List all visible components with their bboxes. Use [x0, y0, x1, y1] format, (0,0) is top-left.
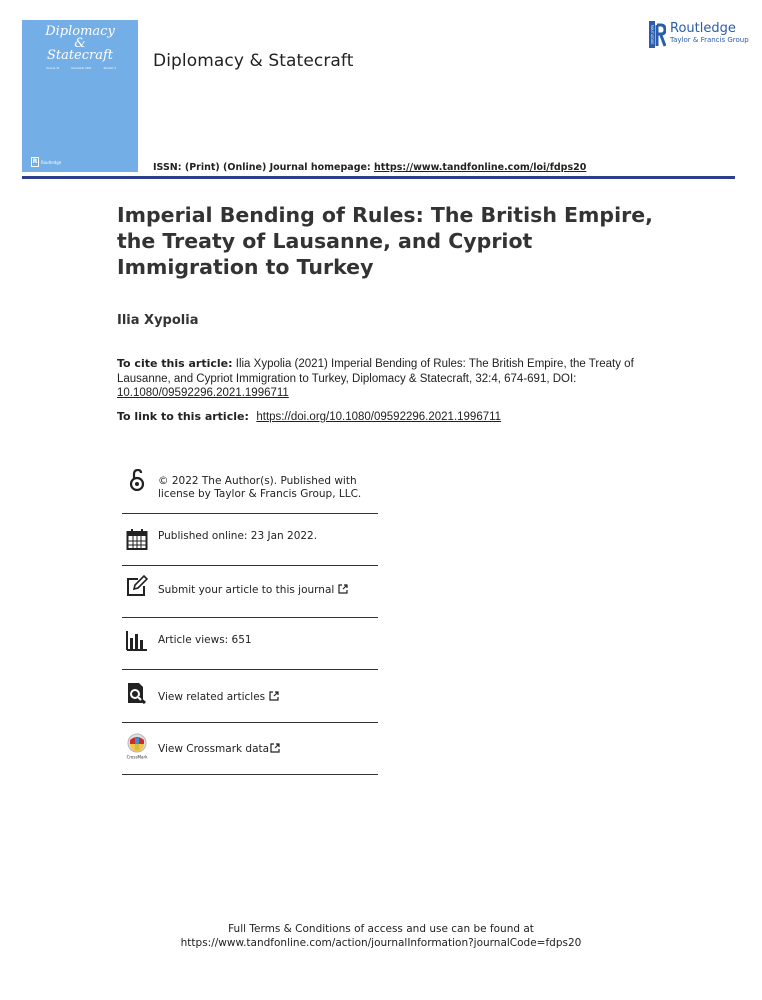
- license-text: © 2022 The Author(s). Published with license by Taylor & Francis Group, LLC.: [158, 475, 362, 500]
- crossmark-row[interactable]: [122, 723, 378, 775]
- journal-homepage-link[interactable]: https://www.tandfonline.com/loi/fdps20: [374, 162, 587, 173]
- license-row: [122, 462, 378, 514]
- cover-title-line: Diplomacy: [45, 24, 115, 39]
- open-access-lock-icon: [126, 469, 148, 491]
- issn-label: ISSN: (Print) (Online) Journal homepage:: [153, 162, 371, 173]
- header-divider: [22, 176, 735, 179]
- publisher-sub: Taylor & Francis Group: [670, 36, 749, 44]
- article-author: Ilia Xypolia: [117, 313, 199, 328]
- cover-publisher-text: Routledge: [41, 159, 62, 165]
- cover-title-line: Statecraft: [46, 48, 114, 63]
- citation-doi-link[interactable]: 10.1080/09592296.2021.1996711: [117, 387, 289, 399]
- article-doi-link[interactable]: https://doi.org/10.1080/09592296.2021.1996711: [256, 411, 502, 423]
- crossmark-text: View Crossmark data: [158, 743, 270, 755]
- footer-terms-url[interactable]: https://www.tandfonline.com/action/journalInformation?journalCode=fdps20: [180, 937, 582, 949]
- crossmark-logo-icon: [124, 732, 150, 760]
- issn-line: [153, 162, 586, 173]
- published-row: [122, 514, 378, 566]
- related-link[interactable]: [158, 691, 279, 704]
- cover-title: [22, 26, 138, 62]
- calendar-icon: [126, 528, 148, 550]
- citation-text: Ilia Xypolia (2021) Imperial Bending of Rules: The British Empire, the Treaty of Lausanne, and Cypriot Immigration to Turkey, Diplomacy & Statecraft, 32:4, 674-691, DOI:: [117, 358, 634, 385]
- cover-publisher-logo: [31, 157, 61, 167]
- journal-cover: [22, 20, 138, 172]
- external-link-icon: [270, 743, 280, 753]
- footer-terms-text: Full Terms & Conditions of access and use can be found at: [228, 923, 534, 935]
- article-info-list: [122, 462, 378, 775]
- article-link-label: To link to this article:: [117, 410, 249, 423]
- article-link-line: [117, 410, 501, 423]
- related-text: View related articles: [158, 691, 266, 703]
- publisher-wordmark: [670, 21, 749, 45]
- edit-pencil-icon: [126, 575, 148, 597]
- article-views-text: Article views: 651: [158, 634, 252, 646]
- submit-text: Submit your article to this journal: [158, 584, 335, 596]
- crossmark-link[interactable]: [158, 743, 280, 756]
- publisher-name: Routledge: [670, 21, 736, 36]
- publisher-vertical-text: ROUTLEDGE: [650, 24, 654, 45]
- bar-chart-icon: [126, 630, 148, 652]
- cover-title-line: &: [74, 36, 86, 51]
- cover-volume: Volume 32: [46, 67, 60, 70]
- article-title: Imperial Bending of Rules: The British Empire, the Treaty of Lausanne, and Cypriot Immigration to Turkey: [117, 203, 653, 279]
- external-link-icon: [269, 691, 279, 701]
- journal-name: Diplomacy & Statecraft: [153, 51, 354, 71]
- cover-issue-date: December 2021: [71, 67, 92, 70]
- crossmark-logo-text: CrossMark: [126, 754, 148, 760]
- published-date-text: Published online: 23 Jan 2022.: [158, 530, 318, 542]
- publisher-logo: [649, 21, 749, 48]
- cover-meta: [46, 67, 116, 70]
- related-search-icon: [126, 682, 148, 704]
- routledge-logo-icon: [649, 21, 666, 48]
- citation-label: To cite this article:: [117, 357, 233, 370]
- views-row: [122, 618, 378, 670]
- citation-block: [117, 357, 647, 401]
- routledge-r-icon: R: [32, 158, 38, 165]
- external-link-icon: [338, 584, 348, 594]
- related-row[interactable]: [122, 670, 378, 723]
- footer: [0, 922, 762, 950]
- submit-link[interactable]: [158, 584, 348, 597]
- submit-row[interactable]: [122, 566, 378, 618]
- cover-number: Number 4: [103, 67, 116, 70]
